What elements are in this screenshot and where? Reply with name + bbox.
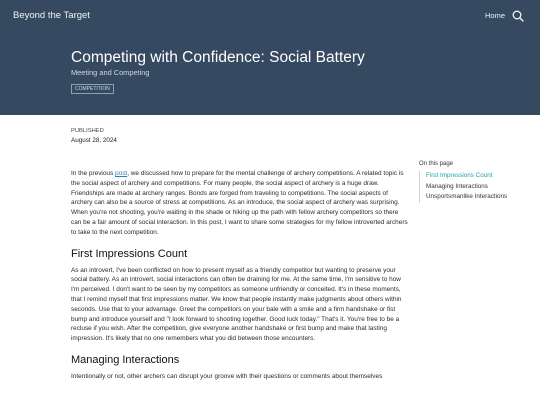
heading-managing-interactions: Managing Interactions: [71, 353, 180, 366]
intro-text-end: , we discussed how to prepare for the mental challenge of archery competitions. A related topic is the social aspect of archery and competitions. For many people, the social aspect of archery is a huge draw. Friendships are made at archery ranges. Bonds are forged from traveling to competitions. The social aspects of archery can also be a source of stress at competitions. As an introduce, the social aspect of archery was surprising. When you're not shooting, you're waiting in the shade or hiking up the path with fellow archery competitors so there can be a fair amount of social interaction. In this post, I want to share some strategies for my fellow introverted archers to take to the next competition.: [71, 170, 408, 236]
toc-item-managing-interactions[interactable]: Managing Interactions: [426, 182, 488, 190]
toc-item-first-impressions[interactable]: First Impressions Count: [426, 172, 493, 179]
intro-paragraph: [71, 169, 408, 238]
previous-post-link[interactable]: post: [115, 170, 128, 177]
first-impressions-paragraph: As an introvert, I've been conflicted on how to present myself as a friendly competitor but wanting to preserve your social battery. As an introvert, social interactions can often be draining for me. At the same time, I'm sensitive to how I'm perceived. I don't want to be seen by my competitors as someone unfriendly or conceited. It's in these moments, that I remind myself that first impressions matter. We know that people instantly make judgments about others within seconds. Use that to your advantage. Greet the competitors on your bale with a smile and a firm handshake or fist bump and introduce yourself and "I look forward to shooting together. Good luck today." That's it. You're free to be a recluse if you wish. After the competition, give everyone another handshake or first bump and make that lasting impression. It's likely that no one remembers what you did between those encounters.: [71, 266, 402, 343]
toc-list: [419, 171, 537, 203]
toc-item-unsportsmanlike-interactions[interactable]: Unsportsmanlike Interactions: [426, 193, 508, 200]
post-title: Competing with Confidence: Social Battery: [71, 49, 365, 66]
search-icon[interactable]: [512, 10, 524, 22]
article-content: [71, 169, 408, 392]
published-date: August 28, 2024: [71, 137, 117, 144]
nav-home-link[interactable]: Home: [485, 11, 506, 20]
post-subtitle: Meeting and Competing: [71, 68, 150, 77]
published-label: PUBLISHED: [71, 128, 104, 134]
heading-first-impressions: First Impressions Count: [71, 247, 188, 260]
table-of-contents: [419, 161, 537, 203]
tag-competition[interactable]: COMPETITION: [71, 84, 114, 94]
site-title[interactable]: Beyond the Target: [13, 10, 90, 21]
toc-title: On this page: [419, 161, 454, 167]
managing-interactions-paragraph: Intentionally or not, other archers can disrupt your groove with their questions or comments about themselves: [71, 372, 383, 380]
hero-banner: [0, 0, 540, 115]
intro-text-start: In the previous: [71, 170, 116, 177]
